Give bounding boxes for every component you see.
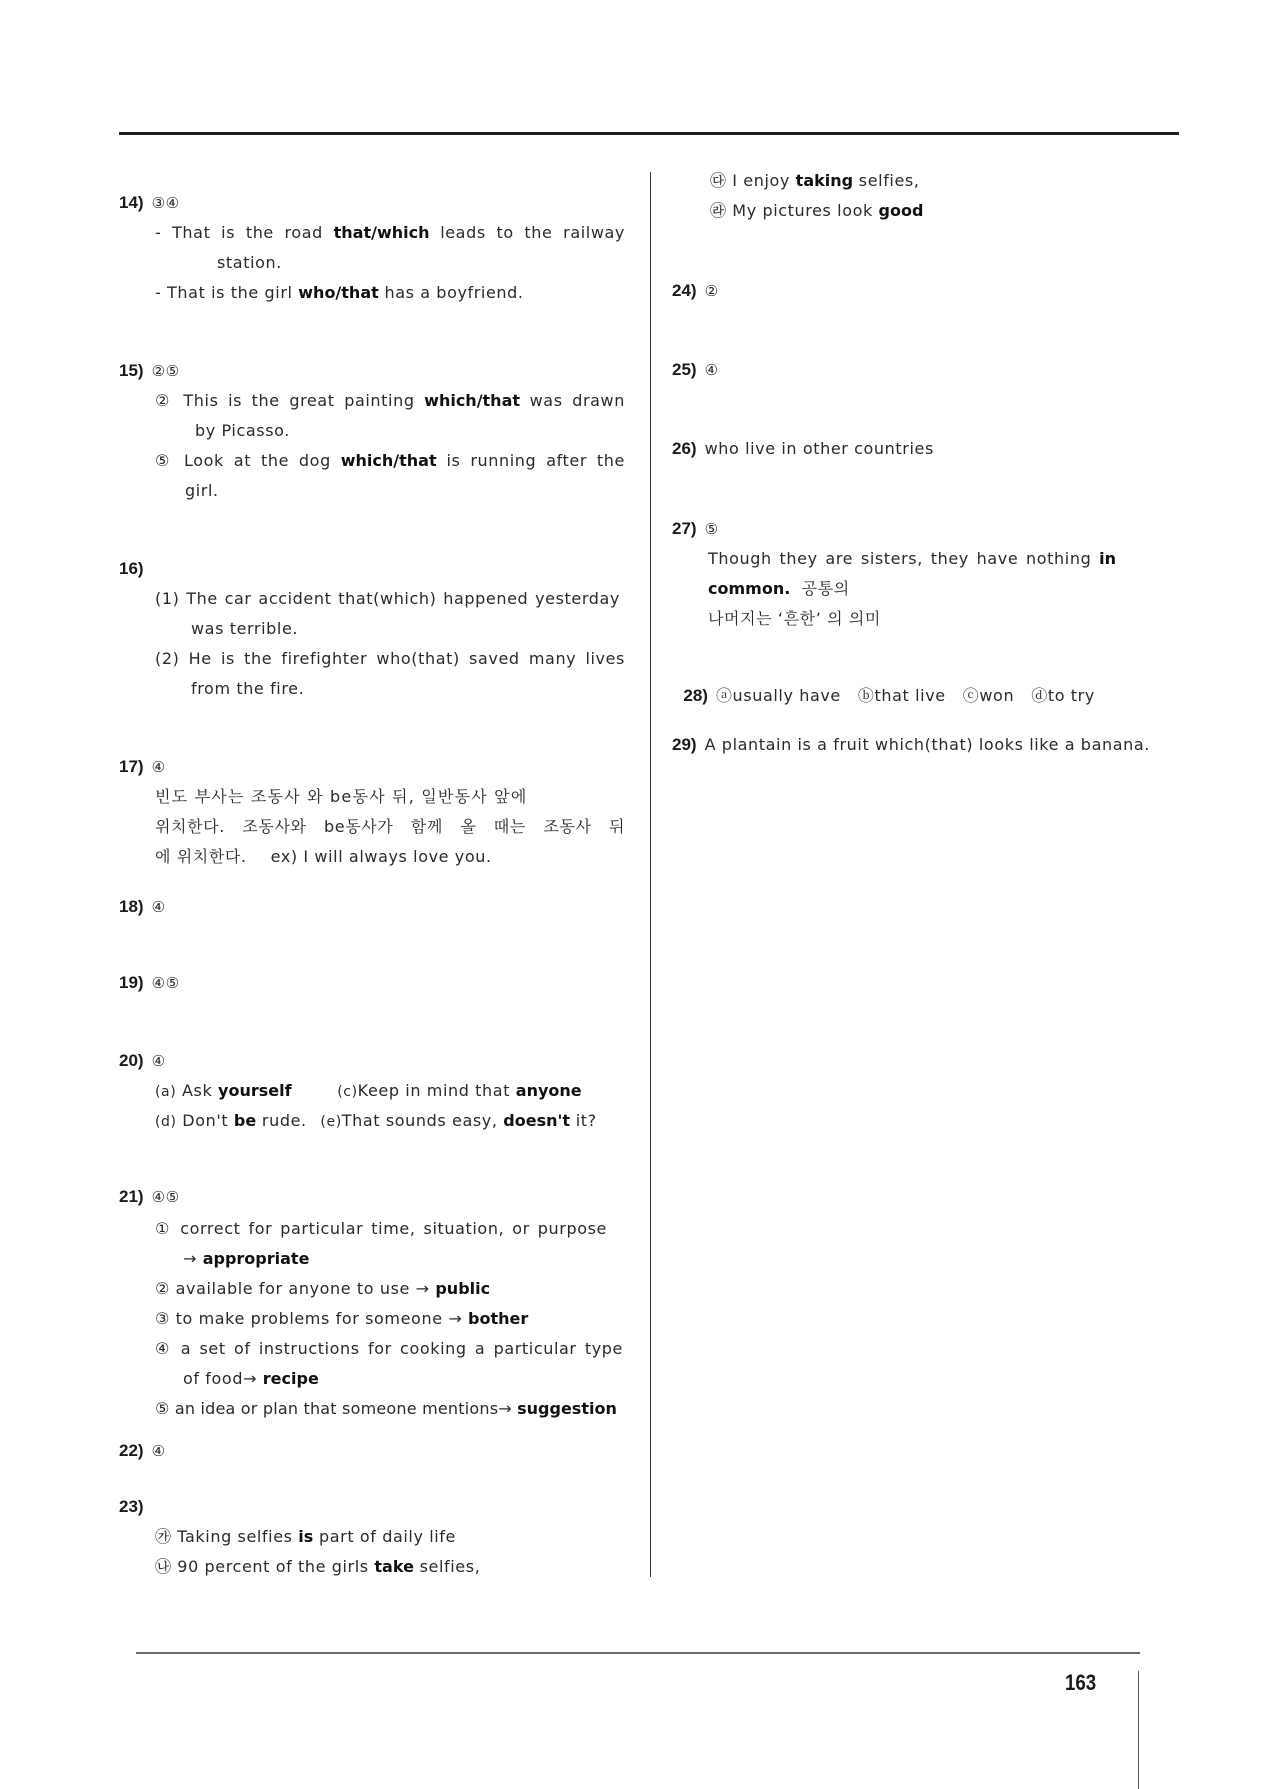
question-number: 14) [119, 193, 144, 212]
answer: ③④ [151, 194, 180, 212]
question-20 [119, 1046, 166, 1076]
question-number: 15) [119, 361, 144, 380]
explanation-line: was terrible. [191, 619, 299, 638]
example-sentence: ex) I will always love you. [270, 847, 492, 866]
question-number: 26) [672, 439, 697, 458]
explanation-line: station. [217, 253, 282, 272]
explanation-line: ② available for anyone to use → public [155, 1279, 491, 1298]
footer-rule [136, 1652, 1140, 1654]
footer-divider [1138, 1671, 1139, 1789]
question-21 [119, 1182, 180, 1212]
explanation-line: by Picasso. [195, 421, 290, 440]
explanation-line: ② This is the great painting which/that was drawn [155, 391, 625, 410]
question-17 [119, 752, 166, 782]
answer: ④ [151, 1052, 166, 1070]
explanation-line: → appropriate [183, 1249, 310, 1268]
explanation-line: from the fire. [191, 679, 305, 698]
header-rule [119, 132, 1179, 135]
question-number: 25) [672, 360, 697, 379]
explanation-line: (1) The car accident that(which) happened yesterday [155, 589, 620, 608]
explanation-line: of food→ recipe [183, 1369, 319, 1388]
column-divider [650, 172, 651, 1577]
answer: ④ [151, 1442, 166, 1460]
answer: ④⑤ [151, 974, 180, 992]
explanation-line: 위치한다. 조동사와 be동사가 함께 올 때는 조동사 뒤 [155, 817, 625, 836]
question-number: 27) [672, 519, 697, 538]
answer: ②⑤ [151, 362, 180, 380]
question-15 [119, 356, 180, 386]
question-number: 18) [119, 897, 144, 916]
explanation-line: ㉱ My pictures look good [710, 201, 924, 220]
explanation-line: ㉮ Taking selfies is part of daily life [155, 1527, 456, 1546]
explanation-line: ① correct for particular time, situation, or purpose [155, 1219, 607, 1238]
explanation-line: (d) Don't be rude. (e)That sounds easy, doesn't it? [155, 1111, 597, 1130]
explanation-line: ㉯ 90 percent of the girls take selfies, [155, 1557, 481, 1576]
answer: ④⑤ [151, 1188, 180, 1206]
explanation-line: 나머지는 ‘흔한’ 의 의미 [708, 609, 881, 628]
explanation-line: girl. [185, 481, 219, 500]
question-number: 29) [672, 735, 697, 754]
explanation-line: ⑤ Look at the dog which/that is running after the [155, 451, 625, 470]
question-24 [672, 276, 719, 306]
question-18 [119, 892, 166, 922]
explanation-line: ㉰ I enjoy taking selfies, [710, 171, 920, 190]
answer: who live in other countries [704, 439, 934, 458]
explanation-line: (2) He is the firefighter who(that) saved many lives [155, 649, 625, 668]
explanation-line: Though they are sisters, they have nothing in [708, 549, 1116, 568]
explanation-line: - That is the girl who/that has a boyfriend. [155, 283, 524, 302]
question-number: 21) [119, 1187, 144, 1206]
question-25 [672, 355, 719, 385]
question-28 [672, 651, 1095, 711]
explanation-line: common. 공통의 [708, 579, 850, 598]
question-number: 28) [683, 686, 708, 705]
question-number: 22) [119, 1441, 144, 1460]
explanation-line: ④ a set of instructions for cooking a particular type [155, 1339, 623, 1358]
question-number: 16) [119, 559, 144, 578]
explanation-line: (a) Ask yourself (c)Keep in mind that anyone [155, 1081, 582, 1100]
answer: ④ [704, 361, 719, 379]
question-29 [672, 730, 1150, 760]
explanation-line: ⑤ an idea or plan that someone mentions→ suggestion [155, 1399, 617, 1418]
question-27 [672, 514, 719, 544]
explanation-line: - That is the road that/which leads to the railway [155, 223, 625, 242]
question-number: 17) [119, 757, 144, 776]
explanation-line: 빈도 부사는 조동사 와 be동사 뒤, 일반동사 앞에 [155, 787, 528, 806]
question-22 [119, 1436, 166, 1466]
answer: ② [704, 282, 719, 300]
explanation-line: 에 위치한다. ex) I will always love you. [155, 847, 492, 866]
answer: ④ [151, 898, 166, 916]
explanation-line: ③ to make problems for someone → bother [155, 1309, 529, 1328]
question-16 [119, 554, 152, 584]
question-23 [119, 1492, 152, 1522]
question-19 [119, 968, 180, 998]
question-number: 24) [672, 281, 697, 300]
question-26 [672, 434, 934, 464]
answer: ⑤ [704, 520, 719, 538]
answer: A plantain is a fruit which(that) looks like a banana. [704, 735, 1150, 754]
page-number: 163 [1065, 1670, 1097, 1695]
question-number: 23) [119, 1497, 144, 1516]
question-14 [119, 188, 180, 218]
answer: ④ [151, 758, 166, 776]
question-number: 19) [119, 973, 144, 992]
question-number: 20) [119, 1051, 144, 1070]
answer: ⓐusually have ⓑthat live ⓒwon ⓓto try [715, 686, 1095, 705]
